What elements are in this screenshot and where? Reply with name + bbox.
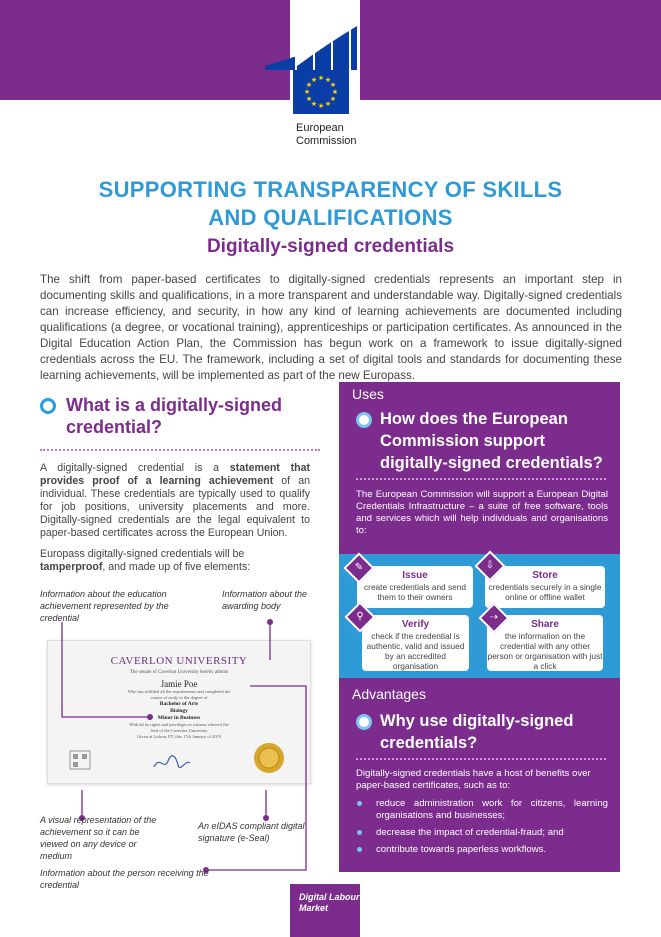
list-item: decrease the impact of credential-fraud; and	[356, 827, 608, 839]
list-item: contribute towards paperless workflows.	[356, 844, 608, 856]
card-verify	[362, 615, 469, 671]
note-education-info: Information about the education achievement represented by the credential	[40, 589, 169, 623]
svg-text:★: ★	[317, 74, 325, 82]
heading-bullet-icon	[40, 398, 56, 414]
svg-text:★: ★	[305, 95, 313, 103]
tamperproof-text-rest: , and made up of five elements:	[102, 561, 251, 573]
svg-text:★: ★	[329, 81, 337, 89]
cert-line: Seal of the Caverlon University	[150, 728, 208, 733]
card-desc: check if the credential is authentic, valid and issued by an accredited organisation	[366, 631, 465, 671]
divider	[356, 758, 606, 760]
uses-heading: How does the European Commission support digitally-signed credentials?	[380, 410, 603, 472]
cert-holder-name: Jamie Poe	[160, 679, 198, 689]
org-name-line1: European	[296, 122, 344, 134]
building-line	[331, 30, 333, 70]
title-line2: AND QUALIFICATIONS	[208, 205, 453, 230]
card-store	[485, 566, 605, 608]
page-subtitle: Digitally-signed credentials	[206, 236, 455, 257]
definition-emphasis: statement that provides proof of a learning achievement	[40, 462, 311, 487]
cert-degree: Biology	[170, 708, 188, 714]
building-line	[349, 28, 351, 70]
note-eidas: An eIDAS compliant digital signature (e-Seal)	[198, 821, 305, 843]
svg-text:★: ★	[324, 76, 332, 84]
divider	[356, 478, 606, 480]
building-line	[313, 34, 315, 70]
svg-text:★: ★	[303, 88, 311, 96]
intro-paragraph: The shift from paper-based certificates to digitally-signed credentials represents an important step in documenting skills and qualifications, in a more transparent and understandable way. Digitally-signed credentials can increase efficiency, and security, in how any kind of learning achievements are documented including qualifications (a degree, or vocational training), apprenticeships or participation certificates. As announced in the Digital Education Action Plan, the Commission has begun work on a framework to issue digitally-signed credentials across the EU. The framework, including a set of digital tools and standards for documenting these learning achievements, will be implemented as part of the new Europass.	[40, 273, 622, 382]
card-title: Share	[531, 619, 559, 630]
advantages-label: Advantages	[352, 686, 426, 702]
footer-tab	[290, 884, 360, 937]
cert-degree: Bachelor of Arts	[159, 701, 199, 707]
uses-intro: The European Commission will support a European Digital Credentials Infrastructure – a suite of free software, tools and services which will help individuals and organisations to:	[356, 489, 608, 536]
advantages-intro: Digitally-signed credentials have a host of benefits over paper-based certificates, such as to:	[356, 768, 591, 791]
svg-text:★: ★	[324, 100, 332, 108]
eu-flag-icon	[293, 70, 349, 114]
title-line1: SUPPORTING TRANSPARENCY OF SKILLS	[98, 177, 563, 202]
card-title: Issue	[402, 570, 428, 581]
cert-senate-line: The senate of Caverlon University hereby admits	[129, 670, 229, 675]
card-issue	[357, 566, 473, 608]
ec-building-logo-icon	[257, 26, 377, 70]
definition-paragraph	[40, 462, 310, 540]
page-title	[0, 176, 661, 232]
list-item: reduce administration work for citizens, learning organisations and businesses;	[356, 798, 608, 822]
cert-line: course of study to the degree of	[150, 695, 208, 700]
tamperproof-paragraph	[40, 548, 310, 574]
svg-text:★: ★	[329, 95, 337, 103]
note-person: Information about the person receiving the credential	[40, 868, 209, 890]
advantages-list	[356, 798, 608, 861]
tamperproof-text: Europass digitally-signed credentials will be	[40, 548, 245, 560]
svg-text:★: ★	[305, 81, 313, 89]
cert-line: Given at Lisbon, PT, this 17th January of 2019	[136, 734, 222, 739]
building-line	[295, 38, 297, 70]
svg-text:★: ★	[310, 76, 318, 84]
svg-text:★: ★	[310, 100, 318, 108]
issue-icon: ✎	[343, 552, 374, 583]
uses-label: Uses	[352, 386, 384, 402]
footer-line1: Digital Labour	[299, 892, 360, 902]
verify-icon: ⚲	[344, 601, 375, 632]
cert-line: Who has fulfilled all the requirements and completed the	[127, 689, 231, 694]
cert-degree: Minor in Business	[157, 715, 201, 721]
building-wing-right	[297, 26, 357, 70]
card-desc: the information on the credential with any other person or organisation with just a click	[487, 631, 603, 671]
uses-heading-block	[356, 408, 616, 474]
advantages-heading-block	[356, 710, 616, 754]
org-name-line2: Commission	[296, 135, 357, 147]
cert-line: With all its rights and privileges in witness whereof the	[129, 722, 229, 727]
note-visual-representation: A visual representation of the achievement so it can be viewed on any device or medium	[40, 815, 157, 861]
divider	[40, 449, 320, 451]
card-share	[487, 615, 603, 671]
card-desc: credentials securely in a single online or offline wallet	[488, 582, 602, 602]
definition-text: A digitally-signed credential is a	[40, 462, 230, 474]
advantages-heading: Why use digitally-signed credentials?	[380, 712, 574, 752]
heading-bullet-icon	[356, 714, 372, 730]
building-wing-left	[265, 56, 297, 70]
share-icon: ⇢	[478, 602, 509, 633]
store-icon: ⇩	[474, 550, 505, 581]
what-is-heading-block	[40, 394, 320, 438]
org-name	[296, 122, 357, 148]
svg-text:★: ★	[331, 88, 339, 96]
tamperproof-emphasis: tamperproof	[40, 561, 103, 573]
definition-text-rest: of an individual. These credentials are typically used to qualify for job positions, university placements and more. Digitally-signed credentials are the legal equivalent to paper-based certificates across the European Union.	[40, 475, 310, 539]
svg-text:★: ★	[317, 102, 325, 110]
card-title: Verify	[401, 619, 430, 630]
footer-line2: Market	[299, 903, 329, 913]
cert-university: CAVERLON UNIVERSITY	[110, 655, 248, 667]
card-title: Store	[532, 570, 558, 581]
what-is-heading: What is a digitally-signed credential?	[66, 395, 283, 437]
card-desc: create credentials and send them to their owners	[364, 582, 466, 602]
note-awarding-body: Information about the awarding body	[222, 589, 308, 611]
heading-bullet-icon	[356, 412, 372, 428]
